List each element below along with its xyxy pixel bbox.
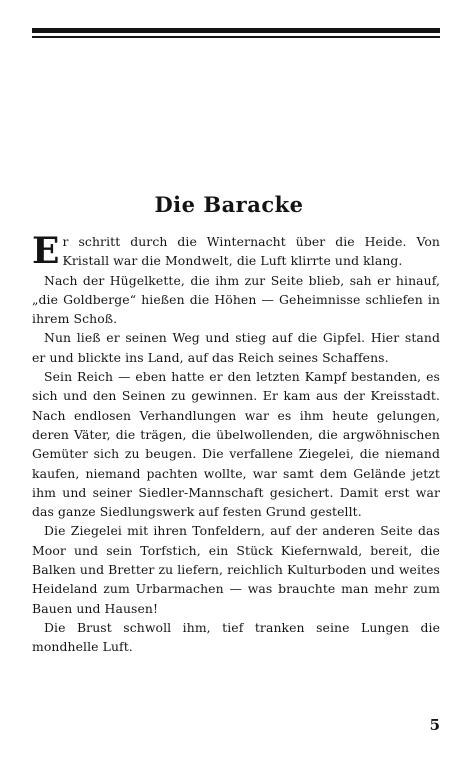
- header-rule-thick: [32, 28, 440, 33]
- page-number: 5: [429, 716, 440, 734]
- paragraph-3: Nun ließ er seinen Weg und stieg auf die Gipfel. Hier stand er und blickte ins Land, auf das Reich seines Schaffens.: [32, 330, 440, 365]
- paragraph-6: Die Brust schwoll ihm, tief tranken seine Lungen die mondhelle Luft.: [32, 619, 440, 655]
- chapter-title: Die Baracke: [154, 192, 304, 217]
- paragraph-5: Die Ziegelei mit ihren Tonfeldern, auf der anderen Seite das Moor und sein Torfstich, ein Stück Kiefernwald, bereit, die Balken und Bretter zu liefern, reichlich Kulturboden und weites Heideland zum Urbarmachen — was brauchte man mehr zum Bauen und Hausen!: [32, 523, 440, 616]
- paragraph-4: Sein Reich — eben hatte er den letzten Kampf bestanden, es sich und den Seinen zu gewinnen. Er kam aus der Kreisstadt. Nach endlosen Verhandlungen war es ihm heute gelungen, deren Väter, die trägen, die übelwollenden, die argwöhnischen Gemüter sich zu beugen. Die verfallene Ziegelei, die niemand kaufen, niemand pachten wollte, war samt dem Gelände jetzt ihm und seiner Siedler-Mannschaft gesichert. Damit erst war das ganze Siedlungswerk auf festen Grund gestellt.: [32, 369, 440, 520]
- paragraph-1: [32, 232, 440, 271]
- paragraph-2: Nach der Hügelkette, die ihm zur Seite blieb, sah er hinauf, „die Goldberge“ hießen die Höhen — Geheimnisse schliefen in ihrem Schoß.: [32, 272, 440, 327]
- header-rule-thin: [32, 36, 440, 38]
- chapter-body: [32, 232, 440, 657]
- paragraph-text: r schritt durch die Winternacht über die Heide. Von Kristall war die Mondwelt, die Luft klirrte und klang.: [62, 234, 440, 269]
- drop-cap: E: [32, 230, 60, 272]
